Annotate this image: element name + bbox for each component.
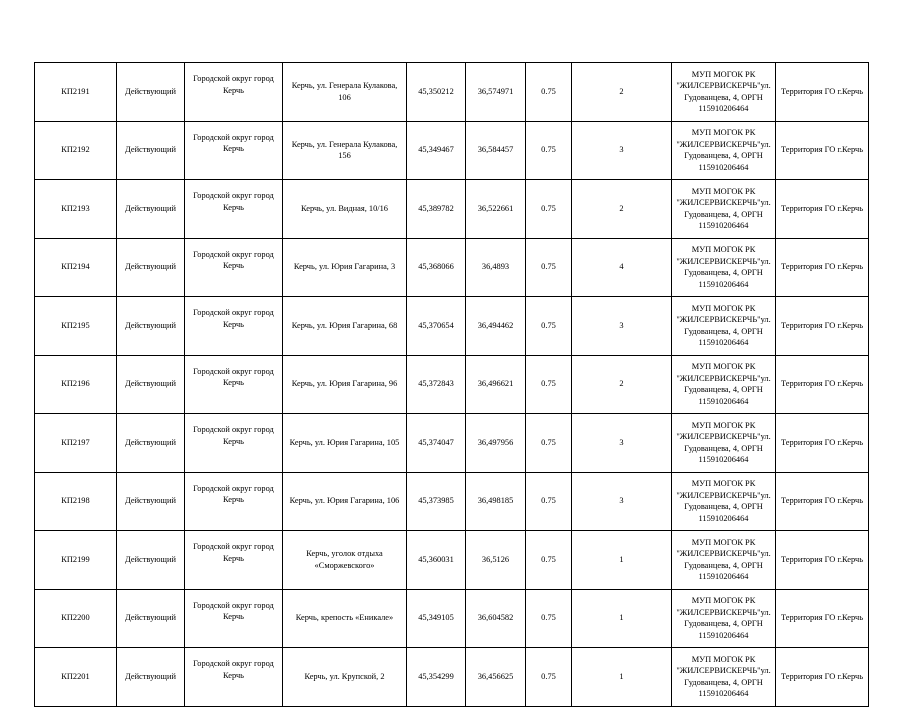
cell-territory: Территория ГО г.Керчь (776, 63, 869, 122)
table-row (35, 472, 869, 531)
cell-volume: 0.75 (526, 121, 572, 180)
cell-code: КП2195 (35, 297, 117, 356)
cell-status: Действующий (117, 414, 185, 473)
cell-territory: Территория ГО г.Керчь (776, 238, 869, 297)
cell-district: Городской округ город Керчь (185, 180, 283, 239)
cell-container-count: 1 (572, 648, 672, 707)
cell-district: Городской округ город Керчь (185, 121, 283, 180)
cell-code: КП2201 (35, 648, 117, 707)
cell-address: Керчь, ул. Видная, 10/16 (283, 180, 407, 239)
table-body (35, 63, 869, 707)
cell-operator: МУП МОГОК РК "ЖИЛСЕРВИСКЕРЧЬ"ул. Гудованцева, 4, ОРГН 115910206464 (672, 355, 776, 414)
cell-latitude: 45,372843 (407, 355, 466, 414)
cell-operator: МУП МОГОК РК "ЖИЛСЕРВИСКЕРЧЬ"ул. Гудованцева, 4, ОРГН 115910206464 (672, 589, 776, 648)
cell-district: Городской округ город Керчь (185, 589, 283, 648)
cell-container-count: 3 (572, 472, 672, 531)
cell-code: КП2198 (35, 472, 117, 531)
cell-operator: МУП МОГОК РК "ЖИЛСЕРВИСКЕРЧЬ"ул. Гудованцева, 4, ОРГН 115910206464 (672, 238, 776, 297)
cell-volume: 0.75 (526, 297, 572, 356)
table-row (35, 648, 869, 707)
cell-address: Керчь, ул. Юрия Гагарина, 105 (283, 414, 407, 473)
cell-container-count: 3 (572, 121, 672, 180)
cell-volume: 0.75 (526, 472, 572, 531)
cell-address: Керчь, ул. Юрия Гагарина, 96 (283, 355, 407, 414)
cell-territory: Территория ГО г.Керчь (776, 414, 869, 473)
cell-address: Керчь, крепость «Еникале» (283, 589, 407, 648)
cell-address: Керчь, ул. Юрия Гагарина, 106 (283, 472, 407, 531)
cell-status: Действующий (117, 63, 185, 122)
cell-container-count: 2 (572, 355, 672, 414)
cell-status: Действующий (117, 238, 185, 297)
cell-territory: Территория ГО г.Керчь (776, 121, 869, 180)
cell-volume: 0.75 (526, 531, 572, 590)
cell-volume: 0.75 (526, 648, 572, 707)
cell-volume: 0.75 (526, 355, 572, 414)
cell-territory: Территория ГО г.Керчь (776, 531, 869, 590)
cell-operator: МУП МОГОК РК "ЖИЛСЕРВИСКЕРЧЬ"ул. Гудованцева, 4, ОРГН 115910206464 (672, 180, 776, 239)
cell-latitude: 45,360031 (407, 531, 466, 590)
cell-volume: 0.75 (526, 180, 572, 239)
cell-address: Керчь, ул. Юрия Гагарина, 68 (283, 297, 407, 356)
cell-longitude: 36,604582 (466, 589, 526, 648)
cell-status: Действующий (117, 121, 185, 180)
cell-territory: Территория ГО г.Керчь (776, 355, 869, 414)
cell-volume: 0.75 (526, 589, 572, 648)
cell-status: Действующий (117, 297, 185, 356)
table-row (35, 180, 869, 239)
cell-longitude: 36,522661 (466, 180, 526, 239)
cell-district: Городской округ город Керчь (185, 414, 283, 473)
cell-container-count: 1 (572, 531, 672, 590)
cell-code: КП2193 (35, 180, 117, 239)
cell-operator: МУП МОГОК РК "ЖИЛСЕРВИСКЕРЧЬ"ул. Гудованцева, 4, ОРГН 115910206464 (672, 414, 776, 473)
cell-volume: 0.75 (526, 238, 572, 297)
cell-code: КП2192 (35, 121, 117, 180)
cell-code: КП2194 (35, 238, 117, 297)
cell-status: Действующий (117, 180, 185, 239)
cell-operator: МУП МОГОК РК "ЖИЛСЕРВИСКЕРЧЬ"ул. Гудованцева, 4, ОРГН 115910206464 (672, 472, 776, 531)
cell-district: Городской округ город Керчь (185, 472, 283, 531)
cell-territory: Территория ГО г.Керчь (776, 180, 869, 239)
cell-latitude: 45,350212 (407, 63, 466, 122)
cell-latitude: 45,374047 (407, 414, 466, 473)
cell-longitude: 36,574971 (466, 63, 526, 122)
cell-latitude: 45,389782 (407, 180, 466, 239)
cell-code: КП2199 (35, 531, 117, 590)
cell-longitude: 36,498185 (466, 472, 526, 531)
cell-container-count: 1 (572, 589, 672, 648)
cell-address: Керчь, ул. Крупской, 2 (283, 648, 407, 707)
cell-status: Действующий (117, 531, 185, 590)
table-row (35, 414, 869, 473)
table-row (35, 589, 869, 648)
cell-longitude: 36,496621 (466, 355, 526, 414)
cell-operator: МУП МОГОК РК "ЖИЛСЕРВИСКЕРЧЬ"ул. Гудованцева, 4, ОРГН 115910206464 (672, 531, 776, 590)
cell-longitude: 36,584457 (466, 121, 526, 180)
cell-container-count: 4 (572, 238, 672, 297)
table-row (35, 297, 869, 356)
cell-address: Керчь, ул. Юрия Гагарина, 3 (283, 238, 407, 297)
table-row (35, 238, 869, 297)
cell-territory: Территория ГО г.Керчь (776, 472, 869, 531)
table-row (35, 355, 869, 414)
cell-status: Действующий (117, 589, 185, 648)
cell-container-count: 3 (572, 297, 672, 356)
cell-longitude: 36,4893 (466, 238, 526, 297)
cell-longitude: 36,494462 (466, 297, 526, 356)
cell-operator: МУП МОГОК РК "ЖИЛСЕРВИСКЕРЧЬ"ул. Гудованцева, 4, ОРГН 115910206464 (672, 121, 776, 180)
cell-district: Городской округ город Керчь (185, 297, 283, 356)
cell-code: КП2196 (35, 355, 117, 414)
cell-latitude: 45,370654 (407, 297, 466, 356)
cell-longitude: 36,497956 (466, 414, 526, 473)
cell-status: Действующий (117, 648, 185, 707)
cell-address: Керчь, уголок отдыха «Сморжевского» (283, 531, 407, 590)
cell-latitude: 45,373985 (407, 472, 466, 531)
cell-latitude: 45,349105 (407, 589, 466, 648)
cell-district: Городской округ город Керчь (185, 648, 283, 707)
table-row (35, 63, 869, 122)
cell-latitude: 45,349467 (407, 121, 466, 180)
cell-district: Городской округ город Керчь (185, 63, 283, 122)
cell-address: Керчь, ул. Генерала Кулакова, 106 (283, 63, 407, 122)
cell-status: Действующий (117, 355, 185, 414)
cell-address: Керчь, ул. Генерала Кулакова, 156 (283, 121, 407, 180)
table-row (35, 121, 869, 180)
cell-latitude: 45,368066 (407, 238, 466, 297)
cell-container-count: 2 (572, 180, 672, 239)
collection-points-table (34, 62, 869, 707)
cell-territory: Территория ГО г.Керчь (776, 648, 869, 707)
table-row (35, 531, 869, 590)
cell-territory: Территория ГО г.Керчь (776, 297, 869, 356)
cell-operator: МУП МОГОК РК "ЖИЛСЕРВИСКЕРЧЬ"ул. Гудованцева, 4, ОРГН 115910206464 (672, 63, 776, 122)
cell-volume: 0.75 (526, 63, 572, 122)
cell-container-count: 2 (572, 63, 672, 122)
cell-code: КП2191 (35, 63, 117, 122)
cell-volume: 0.75 (526, 414, 572, 473)
cell-longitude: 36,456625 (466, 648, 526, 707)
cell-district: Городской округ город Керчь (185, 238, 283, 297)
cell-latitude: 45,354299 (407, 648, 466, 707)
cell-operator: МУП МОГОК РК "ЖИЛСЕРВИСКЕРЧЬ"ул. Гудованцева, 4, ОРГН 115910206464 (672, 648, 776, 707)
cell-district: Городской округ город Керчь (185, 355, 283, 414)
cell-operator: МУП МОГОК РК "ЖИЛСЕРВИСКЕРЧЬ"ул. Гудованцева, 4, ОРГН 115910206464 (672, 297, 776, 356)
cell-status: Действующий (117, 472, 185, 531)
cell-longitude: 36,5126 (466, 531, 526, 590)
cell-code: КП2197 (35, 414, 117, 473)
cell-territory: Территория ГО г.Керчь (776, 589, 869, 648)
cell-container-count: 3 (572, 414, 672, 473)
cell-code: КП2200 (35, 589, 117, 648)
cell-district: Городской округ город Керчь (185, 531, 283, 590)
